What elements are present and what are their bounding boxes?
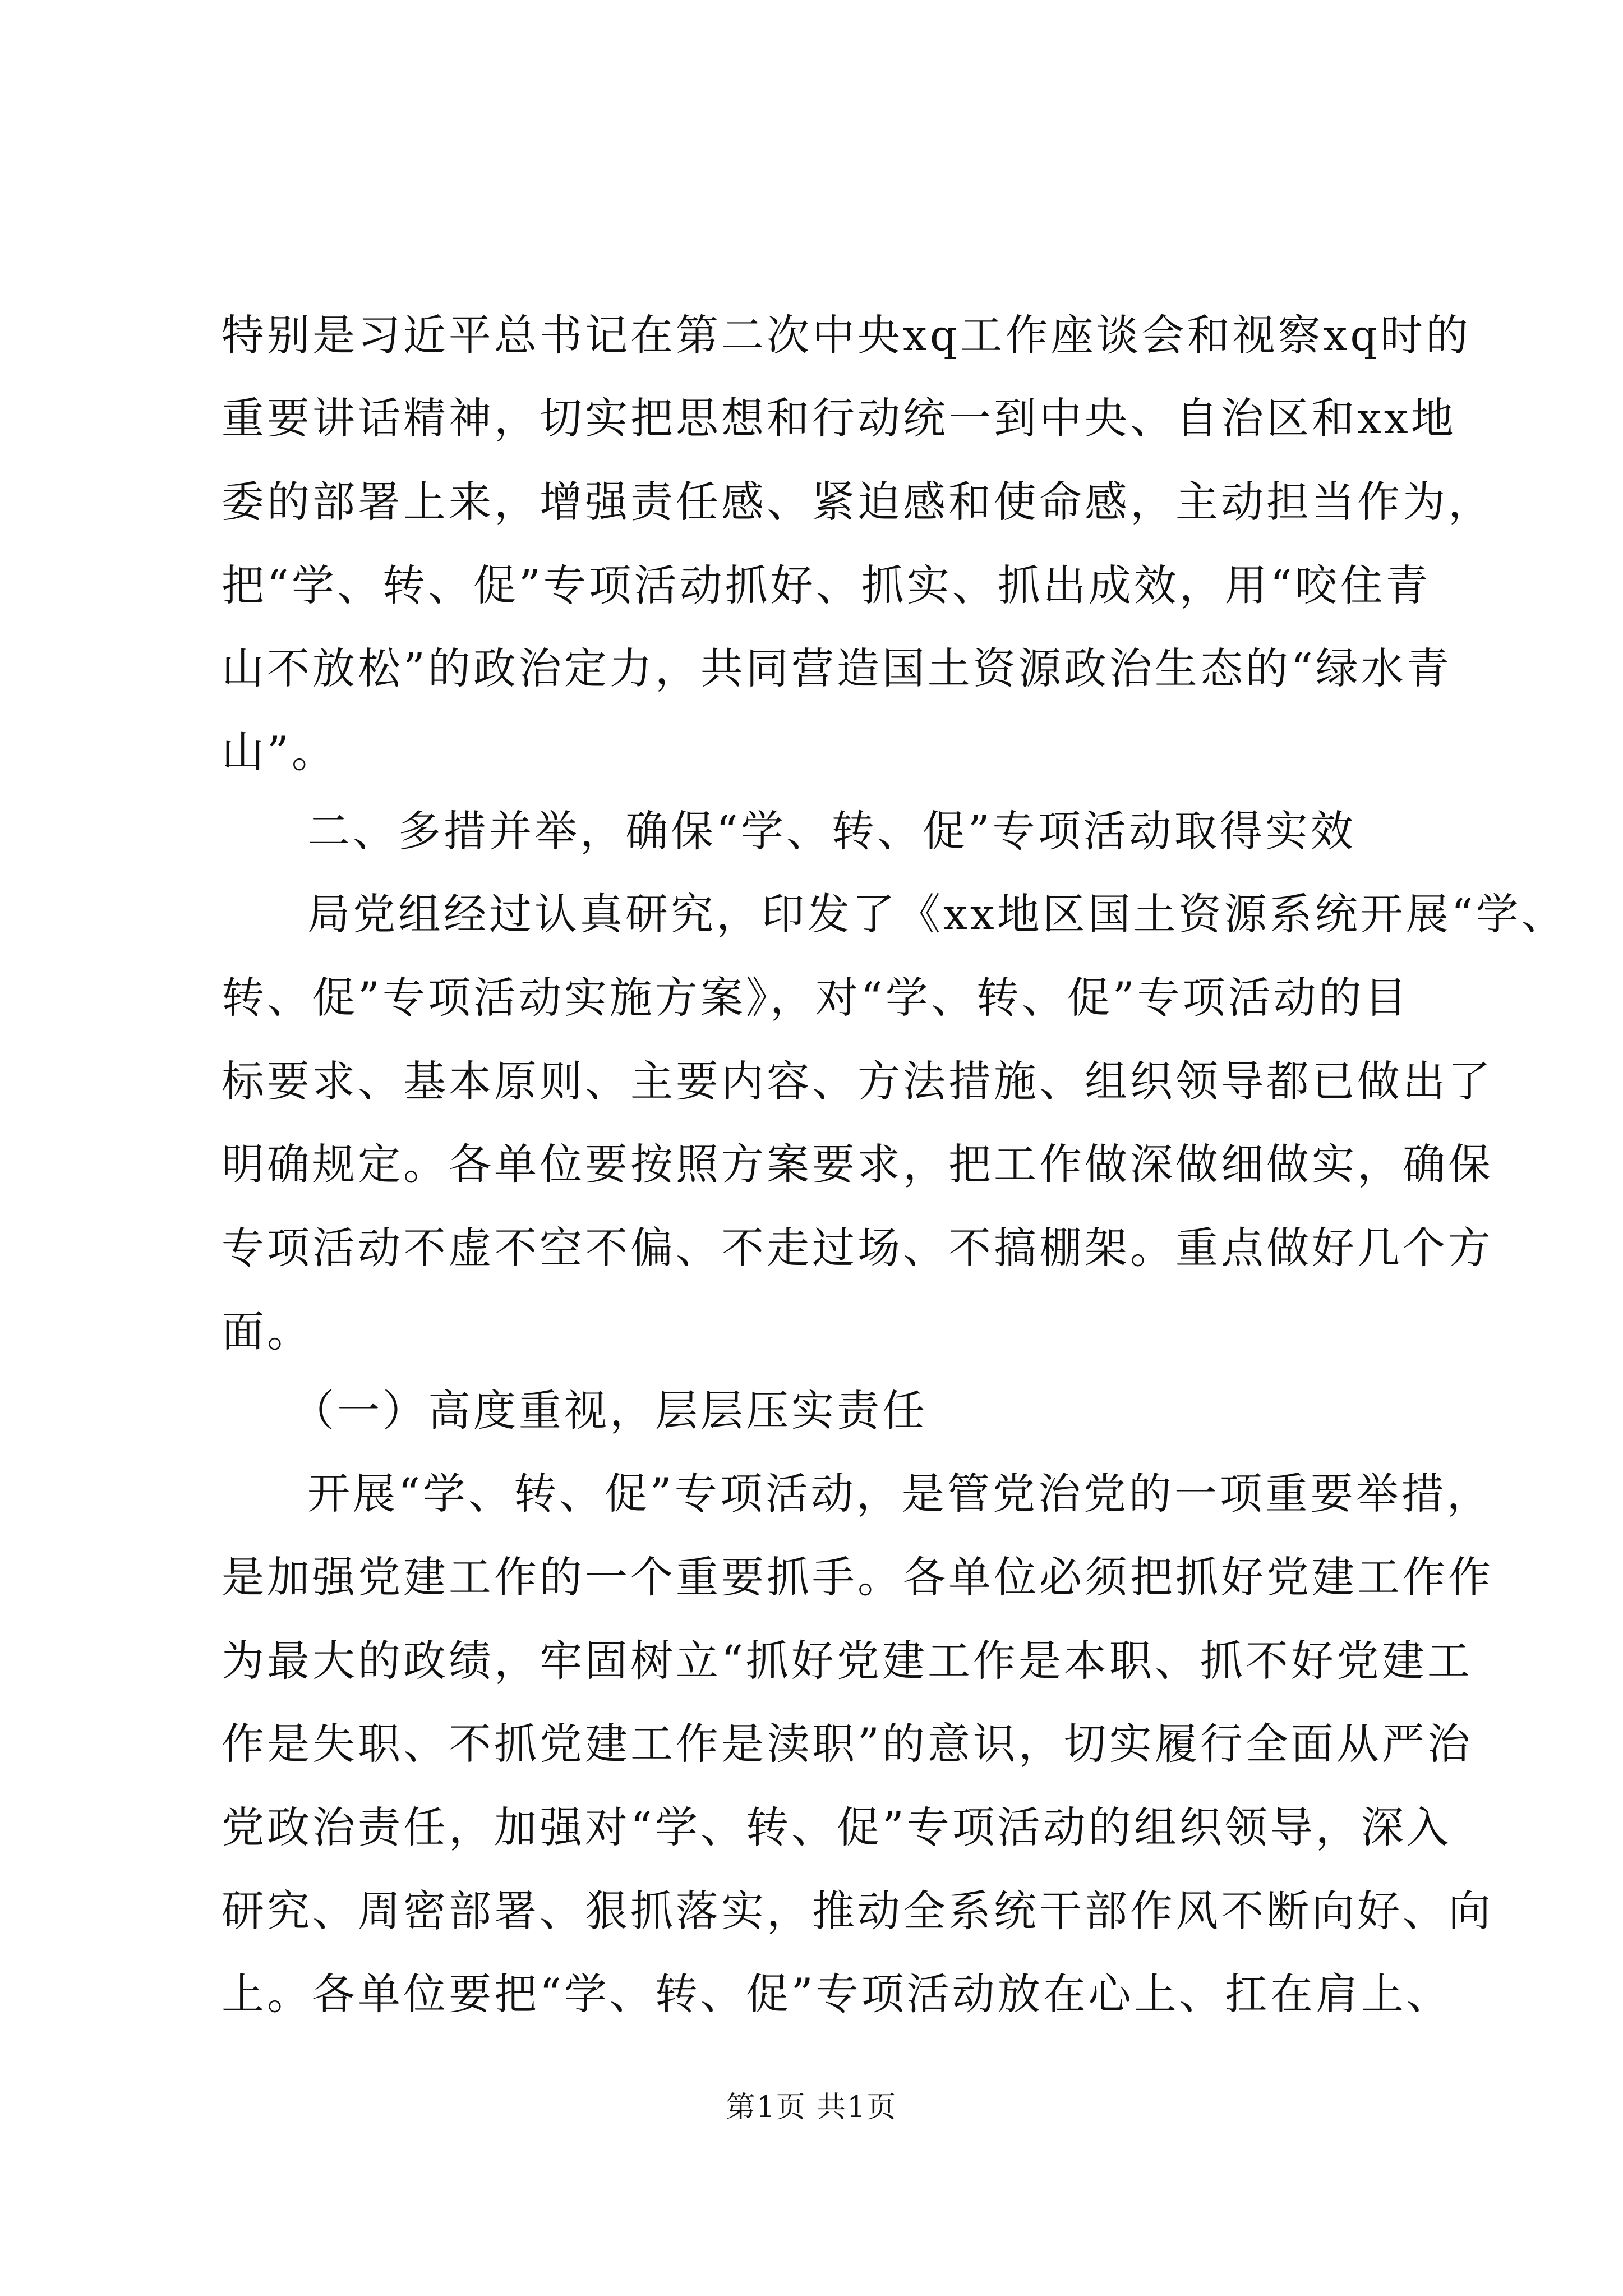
subsection-heading: （一）高度重视，层层压实责任 (292, 1386, 928, 1435)
body-text-line: 把“学、转、促”专项活动抓好、抓实、抓出成效，用“咬住青 (222, 560, 1431, 610)
body-text-line: 委的部署上来，增强责任感、紧迫感和使命感，主动担当作为， (222, 477, 1493, 527)
body-text-line: 研究、周密部署、狠抓落实，推动全系统干部作风不断向好、向 (222, 1886, 1493, 1936)
body-text-line: 党政治责任，加强对“学、转、促”专项活动的组织领导，深入 (222, 1802, 1452, 1852)
body-text-line: 标要求、基本原则、主要内容、方法措施、组织领导都已做出了 (222, 1056, 1493, 1106)
body-text-line: 转、促”专项活动实施方案》，对“学、转、促”专项活动的目 (222, 973, 1410, 1023)
body-text-line: 局党组经过认真研究，印发了《xx地区国土资源系统开展“学、 (307, 889, 1567, 939)
body-text-line: 重要讲话精神，切实把思想和行动统一到中央、自治区和xx地 (222, 393, 1456, 443)
body-text-line: 上。各单位要把“学、转、促”专项活动放在心上、扛在肩上、 (222, 1969, 1452, 2019)
body-text-line: 特别是习近平总书记在第二次中央xq工作座谈会和视察xq时的 (222, 310, 1472, 360)
body-text-line: 开展“学、转、促”专项活动，是管党治党的一项重要举措， (307, 1469, 1492, 1519)
section-heading: 二、多措并举，确保“学、转、促”专项活动取得实效 (307, 806, 1356, 856)
body-text-line: 专项活动不虚不空不偏、不走过场、不搞棚架。重点做好几个方 (222, 1223, 1493, 1273)
body-text-line: 面。 (222, 1306, 312, 1356)
body-text-line: 山”。 (222, 727, 337, 777)
body-text-line: 山不放松”的政治定力，共同营造国土资源政治生态的“绿水青 (222, 643, 1452, 693)
page-footer: 第1页 共1页 (726, 2091, 897, 2124)
body-text-line: 是加强党建工作的一个重要抓手。各单位必须把抓好党建工作作 (222, 1552, 1493, 1602)
body-text-line: 作是失职、不抓党建工作是渎职”的意识，切实履行全面从严治 (222, 1719, 1473, 1769)
body-text-line: 明确规定。各单位要按照方案要求，把工作做深做细做实，确保 (222, 1139, 1493, 1189)
body-text-line: 为最大的政绩，牢固树立“抓好党建工作是本职、抓不好党建工 (222, 1636, 1473, 1686)
